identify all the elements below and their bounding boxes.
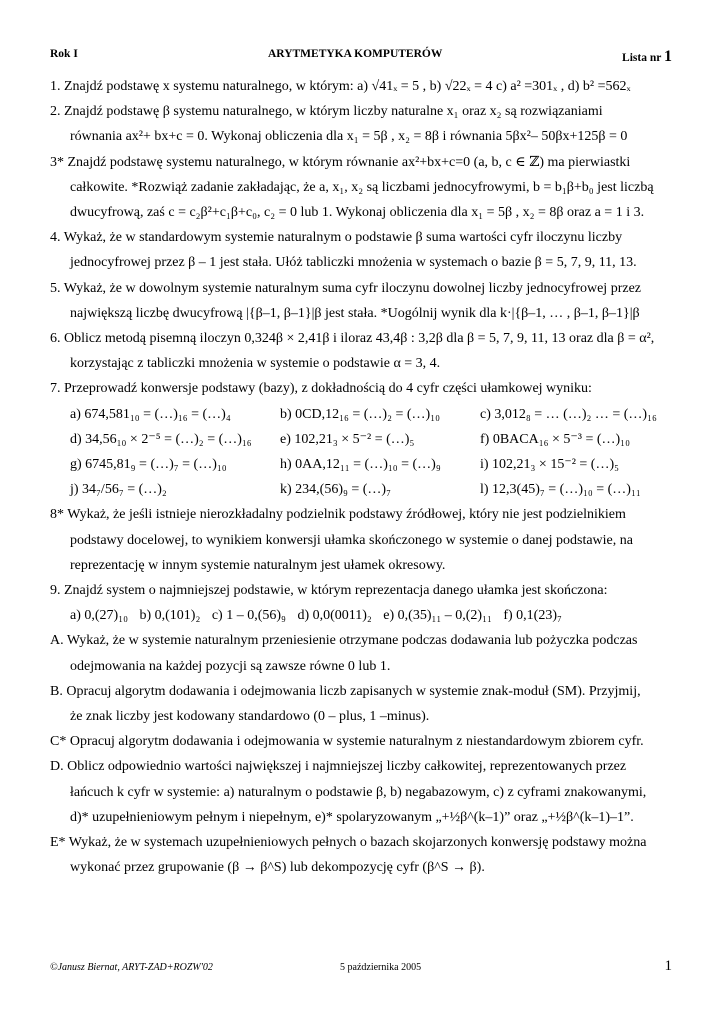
task-D-line-3: d)* uzupełnieniowym pełnym i niepełnym, e)* spolaryzowanym „+½β^(k–1)” oraz „+½β^(k–1)–1”. [70, 809, 634, 825]
header-list-label: Lista nr [622, 52, 662, 64]
task-7-item: i) 102,21₃ × 15⁻² = (…)₅ [480, 457, 620, 473]
task-7-item: c) 3,012₈ = … (…)₂ … = (…)₁₆ [480, 406, 657, 422]
task-list [50, 74, 676, 881]
task-A-line-2: odejmowania na każdej pozycji są zawsze równe 0 lub 1. [70, 658, 391, 674]
task-D-line-1: D. Oblicz odpowiednio wartości największej i najmniejszej liczby całkowitej, reprezentowanych przez [50, 759, 627, 775]
task-7-item: h) 0AA,12₁₁ = (…)₁₀ = (…)₉ [280, 457, 441, 473]
task-7: 7. Przeprowadź konwersje podstawy (bazy), z dokładnością do 4 cyfr części ułamkowej wyniku: [50, 381, 592, 397]
task-7-item: b) 0CD,12₁₆ = (…)₂ = (…)₁₀ [280, 406, 440, 422]
task-C: C* Opracuj algorytm dodawania i odejmowania w systemie naturalnym z niestandardowym zbiorem cyfr. [50, 734, 644, 750]
header-title: ARYTMETYKA KOMPUTERÓW [268, 48, 443, 60]
task-7-item: a) 674,581₁₀ = (…)₁₆ = (…)₄ [70, 406, 231, 422]
task-5-line-2: największą liczbę dwucyfrową |{β–1, β–1}|β jest stała. *Uogólnij wynik dla k·|{β–1, … , β–1, β–1}|β [70, 305, 640, 321]
task-9-item: e) 0,(35)₁₁ – 0,(2)₁₁ [383, 608, 492, 624]
header-list [622, 48, 672, 66]
task-7-item: k) 234,(56)₉ = (…)₇ [280, 482, 391, 498]
task-9-fractions [50, 603, 676, 628]
task-7-conversions [50, 402, 676, 503]
task-8-line-2: podstawy docelowej, to wynikiem konwersji ułamka skończonego w systemie o danej podstawie, na [70, 532, 633, 548]
task-2-line-1: 2. Znajdź podstawę β systemu naturalnego, w którym liczby naturalne x₁ oraz x₂ są rozwiązaniami [50, 104, 603, 120]
footer-date: 5 października 2005 [340, 962, 422, 973]
task-9-item: f) 0,1(23)₇ [503, 608, 562, 624]
task-B-line-1: B. Opracuj algorytm dodawania i odejmowania liczb zapisanych w systemie znak-moduł (SM). Przyjmij, [50, 683, 641, 699]
task-8-line-3: reprezentację w innym systemie naturalnym jest ułamek okresowy. [70, 557, 446, 573]
task-9: 9. Znajdź system o najmniejszej podstawie, w którym reprezentacja danego ułamka jest skończona: [50, 583, 608, 599]
task-7-item: l) 12,3(45)₇ = (…)₁₀ = (…)₁₁ [480, 482, 641, 498]
task-9-item: b) 0,(101)₂ [139, 608, 201, 624]
page-number: 1 [664, 958, 672, 974]
task-2-line-2: równania ax²+ bx+c = 0. Wykonaj obliczenia dla x₁ = 5β , x₂ = 8β i równania 5βx²– 50βx+125β = 0 [70, 129, 628, 145]
task-7-item: g) 6745,81₉ = (…)₇ = (…)₁₀ [70, 457, 227, 473]
task-3-line-2: całkowite. *Rozwiąż zadanie zakładając, że a, x₁, x₂ są liczbami jednocyfrowymi, b = b₁β+b₀ jest liczbą [70, 179, 654, 195]
task-B-line-2: że znak liczby jest kodowany standardowo (0 – plus, 1 –minus). [70, 709, 430, 725]
task-8-line-1: 8* Wykaż, że jeśli istnieje nierozkładalny podzielnik podstawy źródłowej, który nie jest podzielnikiem [50, 507, 626, 523]
task-1: 1. Znajdź podstawę x systemu naturalnego, w którym: a) √41ₓ = 5 , b) √22ₓ = 4 c) a² =301ₓ , d) b² =562ₓ [50, 79, 631, 94]
task-7-item: e) 102,21₃ × 5⁻² = (…)₅ [280, 431, 415, 447]
task-7-item: d) 34,56₁₀ × 2⁻⁵ = (…)₂ = (…)₁₆ [70, 431, 252, 447]
footer-author: ©Janusz Biernat, ARYT-ZAD+ROZW'02 [50, 962, 213, 973]
header-course: Rok I [50, 48, 78, 60]
task-6-line-1: 6. Oblicz metodą pisemną iloczyn 0,324β × 2,41β i iloraz 43,4β : 3,2β dla β = 5, 7, 9, 11, 13 oraz dla β = α², [50, 331, 655, 347]
header-list-number: 1 [664, 48, 672, 65]
task-4-line-2: jednocyfrowej przez β – 1 jest stała. Ułóż tabliczki mnożenia w systemach o bazie β = 5, 7, 9, 11, 13. [70, 255, 637, 271]
task-9-item: a) 0,(27)₁₀ [70, 608, 128, 624]
task-E-line-1: E* Wykaż, że w systemach uzupełnieniowych pełnych o bazach skojarzonych konwersję podstawy można [50, 835, 647, 851]
task-7-item: j) 34₇/56₇ = (…)₂ [70, 482, 167, 498]
task-9-item: c) 1 – 0,(56)₉ [211, 608, 286, 624]
task-E-line-2: wykonać przez grupowanie (β → β^S) lub dekompozycję cyfr (β^S → β). [70, 860, 485, 876]
task-A-line-1: A. Wykaż, że w systemie naturalnym przeniesienie otrzymane podczas dodawania lub pożyczka podczas [50, 633, 638, 649]
task-3-line-3: dwucyfrową, zaś c = c₂β²+c₁β+c₀, c₂ = 0 lub 1. Wykonaj obliczenia dla x₁ = 5β , x₂ = 8β oraz a = 1 i 3. [70, 205, 645, 221]
task-3-line-1: 3* Znajdź podstawę systemu naturalnego, w którym równanie ax²+bx+c=0 (a, b, c ∈ ℤ) ma pierwiastki [50, 154, 631, 170]
task-5-line-1: 5. Wykaż, że w dowolnym systemie naturalnym suma cyfr iloczynu dowolnej liczby jednocyfrowej przez [50, 280, 641, 296]
task-7-item: f) 0BACA₁₆ × 5⁻³ = (…)₁₀ [480, 431, 630, 447]
task-6-line-2: korzystając z tabliczki mnożenia w systemie o podstawie α = 3, 4. [70, 356, 441, 372]
task-D-line-2: łańcuch k cyfr w systemie: a) naturalnym o podstawie β, b) negabazowym, c) z cyframi znakowanymi, [70, 784, 647, 800]
task-9-item: d) 0,0(0011)₂ [297, 608, 372, 624]
task-4-line-1: 4. Wykaż, że w standardowym systemie naturalnym o podstawie β suma wartości cyfr iloczynu liczby [50, 230, 623, 246]
